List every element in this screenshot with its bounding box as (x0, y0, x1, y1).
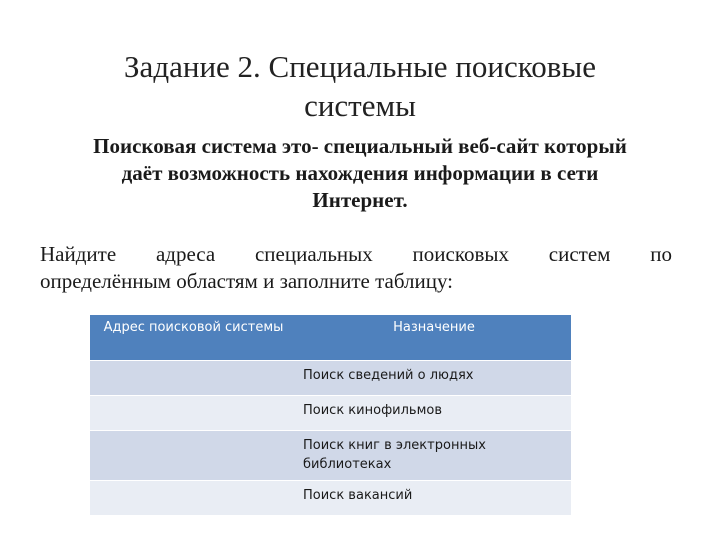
definition-text (40, 133, 680, 214)
table-row (90, 360, 571, 395)
address-cell[interactable] (90, 430, 297, 480)
address-cell[interactable] (90, 360, 297, 395)
definition-line-1: Поисковая система это- специальный веб-сайт который (93, 134, 627, 158)
definition-line-3: Интернет. (312, 188, 408, 212)
task-line-2: определённым областям и заполните таблицу: (40, 269, 454, 293)
address-cell[interactable] (90, 395, 297, 430)
purpose-cell: Поиск книг в электронных библиотеках (297, 430, 571, 480)
table-row (90, 480, 571, 515)
slide-title-line-1: Задание 2. Специальные поисковые (124, 49, 596, 84)
purpose-cell: Поиск сведений о людях (297, 360, 571, 395)
task-line-1: Найдите адреса специальных поисковых систем по (40, 242, 672, 266)
search-engines-table (90, 315, 571, 515)
header-purpose: Назначение (297, 315, 571, 360)
task-instruction (40, 241, 672, 295)
table-row (90, 430, 571, 480)
table-row (90, 395, 571, 430)
table-header-row (90, 315, 571, 360)
purpose-cell: Поиск вакансий (297, 480, 571, 515)
slide-title-line-2: системы (304, 88, 416, 123)
header-address: Адрес поисковой системы (90, 315, 297, 360)
purpose-cell: Поиск кинофильмов (297, 395, 571, 430)
slide-title (60, 47, 660, 125)
definition-line-2: даёт возможность нахождения информации в сети (121, 161, 599, 185)
address-cell[interactable] (90, 480, 297, 515)
